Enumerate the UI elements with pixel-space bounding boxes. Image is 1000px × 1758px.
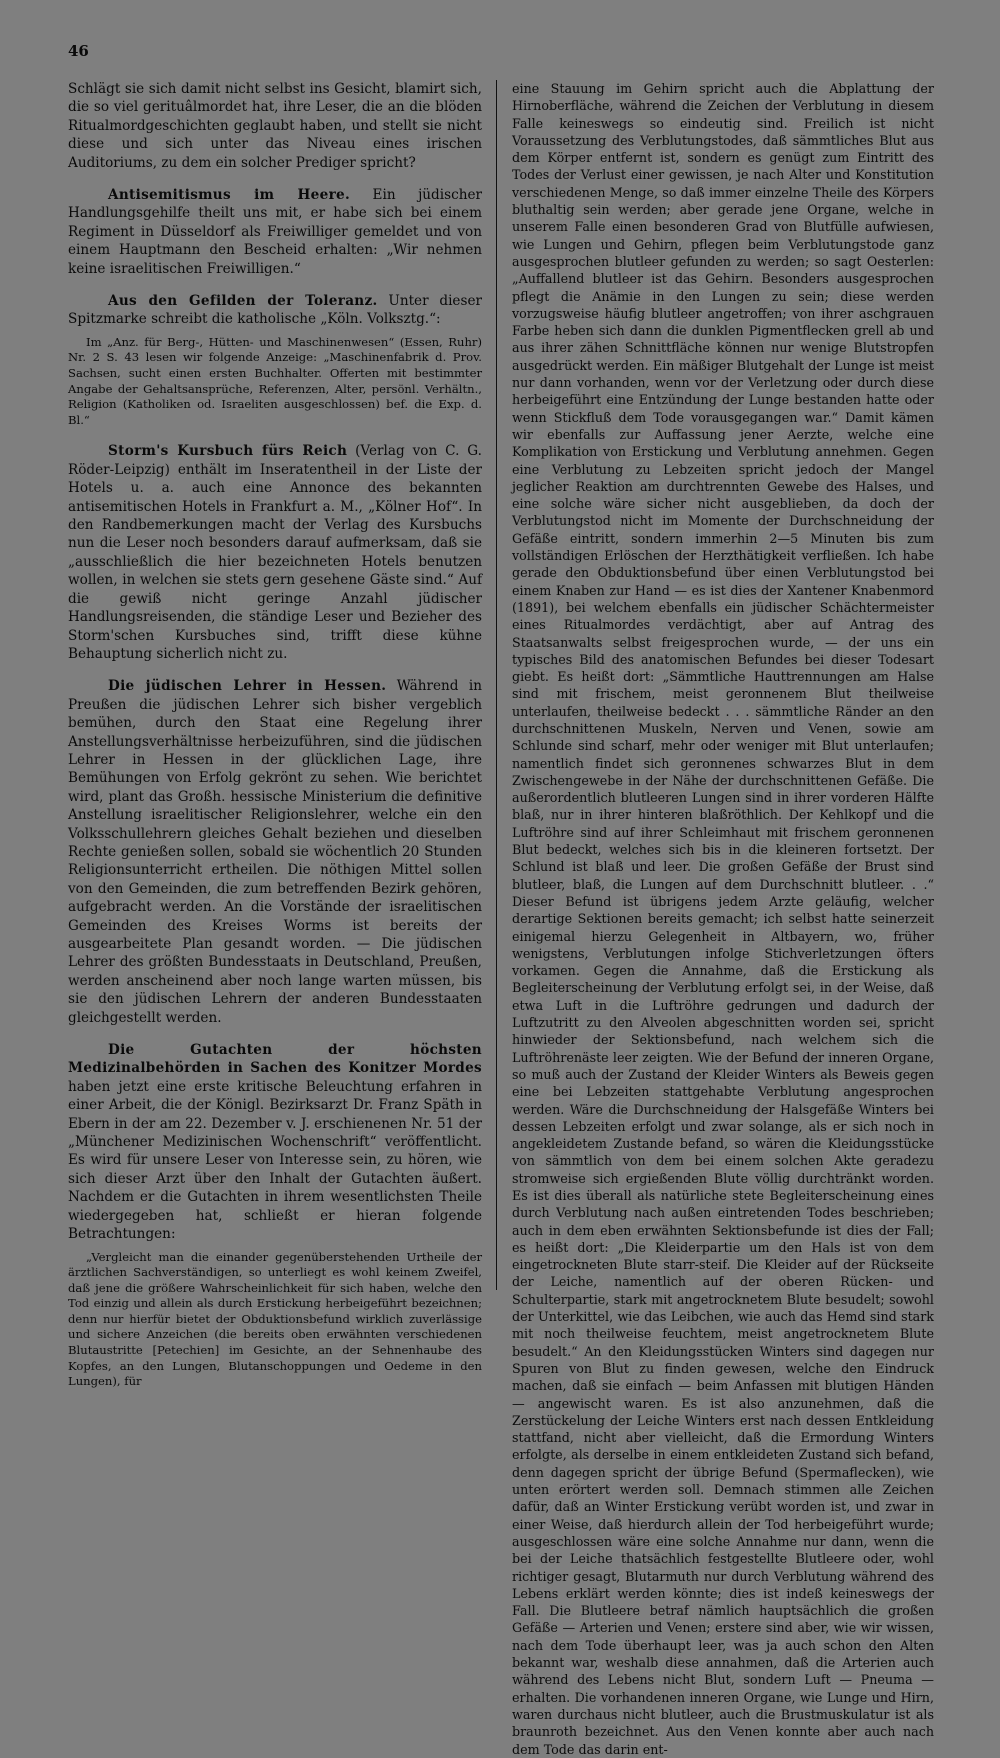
- article-antisemitismus: [68, 186, 482, 278]
- article-text: Während in Preußen die jüdischen Lehrer sich bisher vergeblich bemühen, durch den Staat eine Regelung ihrer Anstellungsverhältnisse herbeizuführen, sind die jüdischen Lehrer in Hessen in der glücklichen Lage, ihre Bemühungen von Erfolg gekrönt zu sehen. Wie berichtet wird, plant das Großh. hessische Ministerium die definitive Anstellung israelitischer Religionslehrer, welche ein den Volksschullehrern gleiches Gehalt beziehen und dieselben Rechte genießen sollen, sobald sie wöchentlich 20 Stunden Religionsunterricht ertheilen. Die nöthigen Mittel sollen von den Gemeinden, die zum betreffenden Bezirk gehören, aufgebracht werden. An die Vorstände der israelitischen Gemeinden des Kreises Worms ist bereits der ausgearbeitete Plan gesandt worden. — Die jüdischen Lehrer des größten Bundesstaats in Deutschland, Preußen, werden anscheinend aber noch lange warten müssen, bis sie den jüdischen Lehrern der anderen Bundesstaaten gleichgestellt werden.: [68, 678, 482, 1026]
- article-quote: „Vergleicht man die einander gegenüberstehenden Urtheile der ärztlichen Sachverständigen, so unterliegt es wohl keinem Zweifel, daß jene die größere Wahrscheinlichkeit für sich haben, welche den Tod einzig und allein als durch Erstickung herbeigeführt bezeichnen; denn nur hierfür bietet der Obduktionsbefund wirklich zuverlässige und sichere Anzeichen (die bereits oben erwähnten verschiedenen Blutaustritte [Petechien] im Gesichte, an der Sehnenhaube des Kopfes, an den Lungen, Blutanschoppungen und Oedeme in den Lungen), für: [68, 1249, 482, 1389]
- article-text: Ein jüdischer Handlungsgehilfe theilt uns mit, er habe sich bei einem Regiment in Düsseldorf als Freiwilliger gemeldet und von einem Hauptmann den Bescheid erhalten: „Wir nehmen keine israelitischen Freiwilligen.“: [68, 187, 482, 277]
- article-heading: Storm's Kursbuch fürs Reich: [108, 443, 348, 460]
- left-column: [68, 80, 483, 1389]
- article-heading: Die jüdischen Lehrer in Hessen.: [108, 678, 387, 695]
- article-heading: Antisemitismus im Heere.: [108, 187, 351, 204]
- article-text: haben jetzt eine erste kritische Beleuchtung erfahren in einer Arbeit, die der Königl. Bezirksarzt Dr. Franz Späth in Ebern in der am 22. Dezember v. J. erschienenen Nr. 51 der „Münchener Medizinischen Wochenschrift“ veröffentlicht. Es wird für unsere Leser von Interesse sein, zu hören, wie sich dieser Arzt über den Inhalt der Gutachten äußert. Nachdem er die Gutachten in ihrem wesentlichsten Theile wiedergegeben hat, schließt er hieran folgende Betrachtungen:: [68, 1078, 482, 1243]
- article-kursbuch: [68, 442, 482, 663]
- page-number: 46: [68, 42, 89, 60]
- article-lehrer-hessen: [68, 677, 482, 1027]
- right-column-text: eine Stauung im Gehirn spricht auch die Abplattung der Hirnoberfläche, während die Zeichen der Verblutung in diesem Falle keineswegs so eindeutig sind. Freilich ist nicht Voraussetzung des Verblutungstodes, daß sämmtliches Blut aus dem Körper entfernt ist, sondern es genügt zum Eintritt des Todes der Verlust einer gewissen, je nach Alter und Konstitution verschiedenen Menge, so daß immer einzelne Theile des Körpers bluthaltig sein werden; aber gerade jene Organe, welche in unserem Falle einen besonderen Grad von Blutfülle aufwiesen, wie Lungen und Gehirn, pflegen beim Verblutungstode ganz ausgesprochen blutleer gefunden zu werden; so sagt Oesterlen: „Auffallend blutleer ist das Gehirn. Besonders ausgesprochen pflegt die Anämie in den Lungen zu sein; diese werden vorzugsweise häufig blutleer angetroffen; von ihrer aschgrauen Farbe heben sich dann die dunklen Pigmentflecken grell ab und aus ihrer zähen Schnittfläche können nur wenige Blutstropfen ausgedrückt werden. Ein mäßiger Blutgehalt der Lunge ist meist nur dann vorhanden, wenn vor der Verletzung oder durch diese herbeigeführt eine Entzündung der Lunge bestanden hatte oder wenn Stickfluß dem Tode vorausgegangen war.“ Damit kämen wir ebenfalls zur Auffassung jener Aerzte, welche eine Komplikation von Erstickung und Verblutung annehmen. Gegen eine Verblutung zu Lebzeiten spricht jedoch der Mangel jeglicher Reaktion am durchtrennten Gewebe des Halses, und eine solche wäre sicher nicht ausgeblieben, da doch der Verblutungstod nicht im Momente der Durchschneidung der Gefäße eintritt, sondern immerhin 2—5 Minuten bis zum vollständigen Erlöschen der Herzthätigkeit verfließen. Ich habe gerade den Obduktionsbefund über einen Verblutungstod bei einem Knaben zur Hand — es ist dies der Xantener Knabenmord (1891), bei welchem ebenfalls ein jüdischer Schächtermeister eines Ritualmordes verdächtigt, aber auf Antrag des Staatsanwalts selbst freigesprochen wurde, — der uns ein typisches Bild des anatomischen Befundes bei dieser Todesart giebt. Es heißt dort: „Sämmtliche Hauttrennungen am Halse sind mit frischem, meist geronnenem Blut theilweise unterlaufen, theilweise bedeckt . . . sämmtliche Ränder an den durchschnittenen Muskeln, Nerven und Venen, sowie am Schlunde sind scharf, mehr oder weniger mit Blut unterlaufen; namentlich findet sich geronnenes schwarzes Blut in dem Zwischengewebe in der Nähe der durchschnittenen Gefäße. Die außerordentlich blutleeren Lungen sind in ihrer vorderen Hälfte blaß, nur in ihrer hinteren blaßröthlich. Der Kehlkopf und die Luftröhre sind auf ihrer Schleimhaut mit frischem geronnenen Blut bedeckt, welches sich bis in die kleineren fortsetzt. Der Schlund ist blaß und leer. Die großen Gefäße der Brust sind blutleer, blaß, die Lungen auf dem Durchschnitt blutleer. . .“ Dieser Befund ist übrigens jedem Arzte geläufig, welcher derartige Sektionen bereits gemacht; ich selbst hatte seinerzeit einigemal hierzu Gelegenheit in Altbayern, wo, früher wenigstens, Verblutungen infolge Stichverletzungen öfters vorkamen. Gegen die Annahme, daß die Erstickung als Begleiterscheinung der Verblutung erfolgt sei, in der Weise, daß etwa Luft in die Luftröhre gedrungen und dadurch der Luftzutritt zu den Alveolen abgeschnitten worden sei, spricht hinwieder der Sektionsbefund, nach welchem sich die Luftröhrenäste leer zeigten. Wie der Befund der inneren Organe, so muß auch der Zustand der Kleider Winters als Beweis gegen eine bei Lebzeiten stattgehabte Verblutung angesprochen werden. Wäre die Durchschneidung der Halsgefäße Winters bei dessen Lebzeiten erfolgt und zwar solange, als er sich noch in angekleidetem Zustande befand, so wären die Kleidungsstücke von sämmtlich von dem bei einem solchen Akte geradezu stromweise sich ergießenden Blute völlig durchtränkt worden. Es ist dies überall als natürliche stete Begleiterscheinung eines durch Verblutung nach außen eintretenden Todes beschrieben; auch in dem eben erwähnten Sektionsbefunde ist dies der Fall; es heißt dort: „Die Kleiderpartie um den Hals ist von dem eingetrockneten Blute starr-steif. Die Kleider auf der Rückseite der Leiche, namentlich auf der oberen Rücken- und Schulterpartie, stark mit angetrocknetem Blute besudelt; sowohl der Unterkittel, wie das Leibchen, wie auch das Hemd sind stark mit noch theilweise feuchtem, meist angetrocknetem Blute besudelt.“ An den Kleidungsstücken Winters sind dagegen nur Spuren von Blut zu finden gewesen, welche den Eindruck machen, daß sie einfach — beim Anfassen mit blutigen Händen — angewischt waren. Es ist also anzunehmen, daß die Zerstückelung der Leiche Winters erst nach dessen Entkleidung stattfand, nicht aber vielleicht, daß die Ermordung Winters erfolgte, als derselbe in einem entkleideten Zustand sich befand, denn dagegen spricht der übrige Befund (Spermaflecken), wie unten erörtert werden soll. Demnach stimmen alle Zeichen dafür, daß an Winter Erstickung verübt worden ist, und zwar in einer Weise, daß hierdurch allein der Tod herbeigeführt wurde; ausgeschlossen wäre eine solche Annahme nur dann, wenn die bei der Leiche thatsächlich festgestellte Blutleere oder, wohl richtiger gesagt, Blutarmuth nur durch Verblutung während des Lebens erklärt werden könnte; dies ist indeß keineswegs der Fall. Die Blutleere betraf nämlich hauptsächlich die großen Gefäße — Arterien und Venen; erstere sind aber, wie wir wissen, nach dem Tode überhaupt leer, was ja auch schon den Alten bekannt war, weshalb diese annahmen, daß die Arterien auch während des Lebens nicht Blut, sondern Luft — Pneuma — erhalten. Die vorhandenen inneren Organe, wie Lunge und Hirn, waren durchaus nicht blutleer, auch die Brustmuskulatur ist als braunroth bezeichnet. Aus den Venen konnte aber auch nach dem Tode das darin ent-: [512, 81, 934, 1757]
- column-divider: [496, 80, 497, 1290]
- article-toleranz: [68, 292, 482, 428]
- article-heading: Aus den Gefilden der Toleranz.: [108, 293, 378, 310]
- article-text: (Verlag von C. G. Röder-Leipzig) enthält im Inseratentheil in der Liste der Hotels u. a. auch eine Annonce des bekannten antisemitischen Hotels in Frankfurt a. M., „Kölner Hof“. In den Randbemerkungen macht der Verlag des Kursbuchs nun die Leser noch besonders darauf aufmerksam, daß sie „ausschließlich die hier bezeichneten Hotels benutzen wollen, in welchen sie stets gern gesehene Gäste sind.“ Auf die gewiß nicht geringe Anzahl jüdischer Handlungsreisenden, die ständige Leser und Bezieher des Storm'schen Kursbuches sind, trifft diese kühne Behauptung sicherlich nicht zu.: [68, 443, 482, 662]
- article-gutachten-konitz: [68, 1041, 482, 1390]
- intro-paragraph: Schlägt sie sich damit nicht selbst ins Gesicht, blamirt sich, die so viel gerituâlmordet hat, ihre Leser, die an die blöden Ritualmordgeschichten geglaubt haben, und stellt sie nicht diese und sich unter das Niveau eines irischen Auditoriums, zu dem ein solcher Prediger spricht?: [68, 81, 482, 171]
- article-heading: Die Gutachten der höchsten Medizinalbehörden in Sachen des Konitzer Mordes: [68, 1042, 482, 1077]
- article-text: Unter dieser Spitzmarke schreibt die katholische „Köln. Volksztg.“:: [68, 293, 483, 328]
- right-column: [512, 80, 934, 1757]
- article-quote: Im „Anz. für Berg-, Hütten- und Maschinenwesen“ (Essen, Ruhr) Nr. 2 S. 43 lesen wir folgende Anzeige: „Maschinenfabrik d. Prov. Sachsen, sucht einen ersten Buchhalter. Offerten mit bestimmter Angabe der Gehaltsansprüche, Referenzen, Alter, persönl. Verhältn., Religion (Katholiken od. Israeliten ausgeschlossen) bef. die Exp. d. Bl.“: [68, 334, 482, 427]
